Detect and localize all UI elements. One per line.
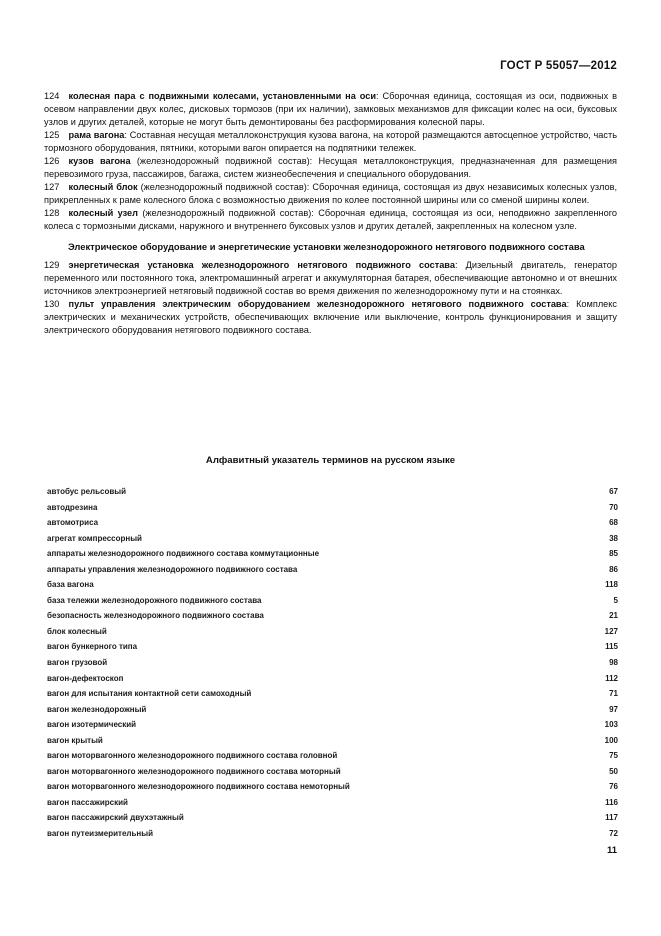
index-entry-term: вагон пассажирский двухэтажный (47, 813, 184, 823)
term-definition-entry: 125 рама вагона: Составная несущая металлоконструкция кузова вагона, на которой размещаются автосцепное устройство, часть тормозного оборудования, пятники, которыми вагон опирается на подпятники тележек. (44, 130, 617, 153)
index-entry-row (47, 779, 618, 795)
index-entry-row (47, 593, 618, 609)
index-entry-page-number: 118 (605, 580, 618, 590)
index-entry-page-number: 75 (609, 751, 618, 761)
index-entry-row (47, 702, 618, 718)
index-entry-row (47, 686, 618, 702)
index-entry-term: вагон моторвагонного железнодорожного подвижного состава немоторный (47, 782, 350, 792)
index-entry-row (47, 717, 618, 733)
index-entry-page-number: 76 (609, 782, 618, 792)
index-entry-row (47, 733, 618, 749)
index-entry-term: вагон-дефектоскоп (47, 673, 124, 683)
index-entry-page-number: 21 (609, 611, 618, 621)
term-number: 125 (44, 130, 60, 140)
term-name: колесный узел (68, 208, 138, 218)
term-definition-text: Сборочная единица, состоящая из двух независимых колесных узлов, прикрепленных к раме колесного блока с возможностью движения по колее постоянной ширины или со сменой ширины колеи. (44, 182, 617, 205)
term-definition-entry: 124 колесная пара с подвижными колесами, установленными на оси: Сборочная единица, состоящая из оси, подвижных в осевом направлении двух колес, дисковых тормозов (при их наличии), замковых механизмов для фиксации колес на оси, буксовых узлов и других деталей, которые не могут быть демонтированы без расформирования колесной пары. (44, 91, 618, 127)
index-entry-row (47, 484, 618, 500)
term-number: 127 (44, 182, 60, 192)
terms-list-after-heading (44, 259, 617, 337)
index-entry-term: вагон моторвагонного железнодорожного подвижного состава моторный (47, 766, 341, 776)
index-entry-row (47, 655, 618, 671)
index-entry-row (47, 500, 618, 516)
index-entry-term: безопасность железнодорожного подвижного состава (47, 611, 264, 621)
term-definition-text: Сборочная единица, состоящая из оси, неподвижно закрепленного колеса с тормозными дисками, наружного и внутреннего буксовых узлов и других деталей, закрепленных на колесном узле. (44, 208, 617, 231)
page-number: 11 (606, 845, 617, 856)
term-number: 130 (44, 299, 60, 309)
index-entry-term: вагон путеизмерительный (47, 829, 153, 839)
term-definition-entry: 129 энергетическая установка железнодорожного нетягового подвижного состава: Дизельный двигатель, генератор переменного или постоянного тока, электромашинный агрегат и аккумуляторная батарея, обеспечивающие автономно и от внешних источников электроэнергией нетяговый подвижной состав во время движения по железнодорожному пути и на стоянках. (44, 260, 617, 296)
term-definition-text: Комплекс электрических и механических устройств, обеспечивающих включение или выключение, контроль функционирования и защиту электрического оборудования нетягового подвижного состава. (44, 299, 618, 335)
index-entry-row (47, 826, 618, 842)
alphabetical-index (47, 484, 618, 842)
index-entry-row (47, 671, 618, 687)
index-entry-term: вагон для испытания контактной сети самоходный (47, 689, 252, 699)
index-entry-row (47, 562, 618, 578)
index-entry-term: база вагона (47, 580, 94, 590)
term-definition-entry: 127 колесный блок (железнодорожный подвижной состав): Сборочная единица, состоящая из двух независимых колесных узлов, прикрепленных к раме колесного блока с возможностью движения по колее постоянной ширины или со сменой ширины колеи. (44, 182, 617, 205)
index-entry-page-number: 117 (605, 813, 618, 823)
index-entry-row (47, 748, 618, 764)
term-number: 126 (44, 156, 60, 166)
term-definition-entry: 126 кузов вагона (железнодорожный подвижной состав): Несущая металлоконструкция, предназначенная для размещения перевозимого груза, пассажиров, багажа, систем жизнеобеспечения и специального оборудования. (44, 156, 617, 179)
term-name: кузов вагона (68, 156, 131, 166)
index-entry-page-number: 115 (605, 642, 618, 652)
terms-body (44, 90, 617, 337)
index-entry-page-number: 103 (604, 720, 618, 730)
index-entry-page-number: 127 (604, 626, 618, 636)
index-entry-term: вагон железнодорожный (47, 704, 147, 714)
index-entry-row (47, 795, 618, 811)
index-entry-page-number: 112 (605, 673, 618, 683)
index-entry-term: блок колесный (47, 626, 107, 636)
index-entry-term: вагон изотермический (47, 720, 137, 730)
index-entry-term: автобус рельсовый (47, 487, 127, 496)
term-number: 129 (44, 260, 60, 270)
index-entry-row (47, 608, 618, 624)
index-entry-term: вагон грузовой (47, 658, 108, 668)
index-entry-row (47, 810, 618, 826)
term-name: пульт управления электрическим оборудованием железнодорожного нетягового подвижного состава (68, 299, 567, 309)
index-entry-page-number: 98 (609, 658, 618, 668)
index-entry-term: автодрезина (47, 502, 98, 512)
term-definition-text: Дизельный двигатель, генератор переменного или постоянного тока, электромашинный агрегат и аккумуляторная батарея, обеспечивающие автономно и от внешних источников электроэнергией нетяговый подвижной состав во время движения по железнодорожному пути и на стоянках. (44, 260, 617, 296)
index-title: Алфавитный указатель терминов на русском языке (205, 455, 456, 466)
term-name: колесный блок (68, 182, 138, 192)
term-definition-entry: 130 пульт управления электрическим оборудованием железнодорожного нетягового подвижного состава: Комплекс электрических и механических устройств, обеспечивающих включение или выключение, контроль функционирования и защиту электрического оборудования нетягового подвижного состава. (44, 299, 618, 335)
term-definition-text: Сборочная единица, состоящая из оси, подвижных в осевом направлении двух колес, дисковых тормозов (при их наличии), замковых механизмов для фиксации колес на оси, буксовых узлов и других деталей, которые не могут быть демонтированы без расформирования колесной пары. (44, 91, 618, 127)
index-entry-term: аппараты управления железнодорожного подвижного состава (47, 564, 298, 574)
index-entry-page-number: 70 (609, 502, 618, 512)
index-entry-page-number: 116 (605, 797, 618, 807)
index-entry-term: автомотриса (47, 518, 99, 528)
index-entry-term: аппараты железнодорожного подвижного состава коммутационные (47, 549, 320, 559)
index-entry-page-number: 97 (609, 704, 618, 714)
index-entry-row (47, 624, 618, 640)
index-entry-page-number: 67 (609, 487, 618, 496)
term-number: 124 (44, 91, 60, 101)
term-qualifier: (железнодорожный подвижной состав) (136, 156, 310, 166)
term-name: колесная пара с подвижными колесами, установленными на оси (68, 91, 376, 101)
terms-list-before-heading (44, 90, 617, 233)
term-number: 128 (44, 208, 60, 218)
index-entry-row (47, 639, 618, 655)
index-entry-page-number: 38 (609, 533, 618, 543)
index-entry-term: вагон бункерного типа (47, 642, 138, 652)
index-entry-term: вагон моторвагонного железнодорожного подвижного состава головной (47, 751, 338, 761)
index-entry-row (47, 546, 618, 562)
term-definition-text: Составная несущая металлоконструкция кузова вагона, на которой размещаются автосцепное устройство, часть тормозного оборудования, пятники, которыми вагон опирается на подпятники тележек. (44, 130, 617, 153)
index-entry-page-number: 85 (609, 549, 618, 559)
index-entry-page-number: 50 (609, 766, 618, 776)
term-name: энергетическая установка железнодорожного нетягового подвижного состава (68, 260, 455, 270)
index-entry-row (47, 515, 618, 531)
index-entry-page-number: 100 (604, 735, 618, 745)
index-entry-term: вагон пассажирский (47, 797, 128, 807)
index-entry-row (47, 577, 618, 593)
term-definition-entry: 128 колесный узел (железнодорожный подвижной состав): Сборочная единица, состоящая из оси, неподвижно закрепленного колеса с тормозными дисками, наружного и внутреннего буксовых узлов и других деталей, закрепленных на колесном узле. (44, 208, 617, 231)
index-entry-page-number: 72 (609, 829, 618, 839)
section-heading: Электрическое оборудование и энергетические установки железнодорожного нетягового подвижного состава (68, 241, 585, 252)
index-entry-row (47, 531, 618, 547)
term-qualifier: (железнодорожный подвижной состав) (142, 208, 312, 218)
index-entry-page-number: 71 (609, 689, 618, 699)
index-entry-row (47, 764, 618, 780)
index-entry-page-number: 68 (609, 518, 618, 528)
term-definition-text: Несущая металлоконструкция, предназначенная для размещения перевозимого груза, пассажиров, багажа, систем жизнеобеспечения и специального оборудования. (44, 156, 617, 179)
document-standard-header: ГОСТ Р 55057—2012 (500, 60, 617, 72)
term-qualifier: (железнодорожный подвижной состав) (140, 182, 307, 192)
term-name: рама вагона (68, 130, 125, 140)
index-entry-page-number: 86 (609, 564, 618, 574)
index-entry-term: вагон крытый (47, 735, 103, 745)
index-entry-page-number: 5 (613, 595, 618, 605)
index-entry-term: агрегат компрессорный (47, 533, 142, 543)
index-entry-term: база тележки железнодорожного подвижного состава (47, 595, 262, 605)
